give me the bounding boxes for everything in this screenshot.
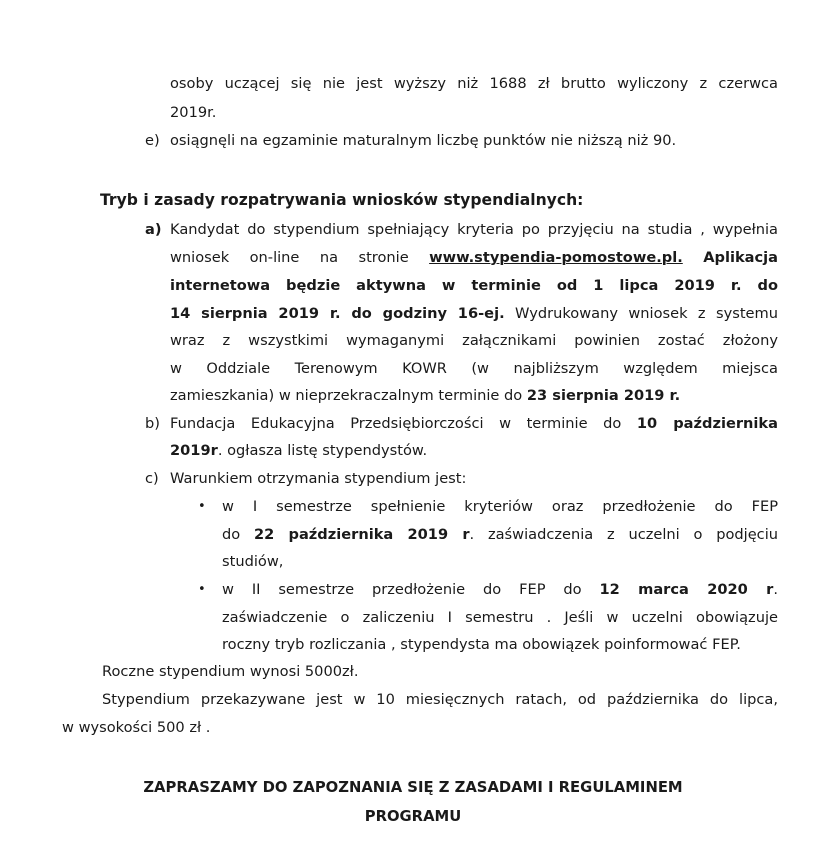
text-line: osiągnęli na egzaminie maturalnym liczbę punktów nie niższą niż 90. <box>170 132 677 149</box>
text-line: 2019r. <box>170 104 217 121</box>
text-line <box>222 580 778 600</box>
bold-span: 14 sierpnia 2019 r. do godziny 16-ej. <box>170 305 505 322</box>
text-span: . zaświadczenia z uczelni o podjęciu <box>469 526 779 543</box>
text-span: zamieszkania) w nieprzekraczalnym terminie do <box>170 387 523 404</box>
bold-span: 23 sierpnia 2019 r. <box>526 387 681 404</box>
text-line: Kandydat do stypendium spełniający kryteria po przyjęciu na studia , wypełnia <box>170 221 778 238</box>
text-span: Fundacja Edukacyjna Przedsiębiorczości w terminie do <box>170 415 622 432</box>
text-line: wraz z wszystkimi wymaganymi załącznikami powinien zostać złożony <box>170 332 778 349</box>
bullet-icon: • <box>198 582 206 597</box>
text-span: . <box>773 581 778 598</box>
text-line: roczny tryb rozliczania , stypendysta ma obowiązek poinformować FEP. <box>222 636 741 653</box>
bold-span: internetowa będzie aktywna w terminie od 1 lipca 2019 r. do <box>170 277 778 294</box>
footer-heading: ZAPRASZAMY DO ZAPOZNANIA SIĘ Z ZASADAMI I REGULAMINEM <box>143 779 683 796</box>
text-span: w II semestrze przedłożenie do FEP do <box>222 581 582 598</box>
list-marker: e) <box>145 132 160 149</box>
text-span: . ogłasza listę stypendystów. <box>217 442 428 459</box>
bold-span: 12 marca 2020 r <box>599 581 774 598</box>
text-span: wniosek on-line na stronie <box>170 249 409 266</box>
text-line <box>170 248 778 268</box>
text-line: Stypendium przekazywane jest w 10 miesięcznych ratach, od października do lipca, <box>102 691 778 708</box>
bold-span: 2019r <box>170 442 218 459</box>
text-line <box>170 304 778 324</box>
list-marker: a) <box>145 221 162 238</box>
bold-span: 10 października <box>636 415 778 432</box>
list-marker: b) <box>145 415 160 432</box>
text-line: studiów, <box>222 553 284 570</box>
section-heading: Tryb i zasady rozpatrywania wniosków stypendialnych: <box>100 191 584 209</box>
text-line: osoby uczącej się nie jest wyższy niż 1688 zł brutto wyliczony z czerwca <box>170 75 778 92</box>
text-line <box>170 276 778 296</box>
bullet-icon: • <box>198 499 206 514</box>
text-span: do <box>222 526 241 543</box>
bold-span: 22 października 2019 r <box>253 526 470 543</box>
section-title <box>100 190 583 210</box>
website-link[interactable]: www.stypendia-pomostowe.pl. <box>429 249 683 266</box>
text-line: w Oddziale Terenowym KOWR (w najbliższym względem miejsca <box>170 360 778 377</box>
text-line <box>170 386 680 406</box>
text-line <box>170 414 778 434</box>
text-span: Wydrukowany wniosek z systemu <box>515 305 778 322</box>
text-line <box>170 441 427 461</box>
text-line: Roczne stypendium wynosi 5000zł. <box>102 663 359 680</box>
text-line: Warunkiem otrzymania stypendium jest: <box>170 470 467 487</box>
text-line <box>222 525 778 545</box>
text-line: zaświadczenie o zaliczeniu I semestru . Jeśli w uczelni obowiązuje <box>222 609 778 626</box>
bold-span: Aplikacja <box>703 249 779 266</box>
text-line: w wysokości 500 zł . <box>62 719 211 736</box>
list-marker: c) <box>145 470 159 487</box>
text-line: w I semestrze spełnienie kryteriów oraz przedłożenie do FEP <box>222 498 778 515</box>
footer-heading: PROGRAMU <box>364 808 462 825</box>
